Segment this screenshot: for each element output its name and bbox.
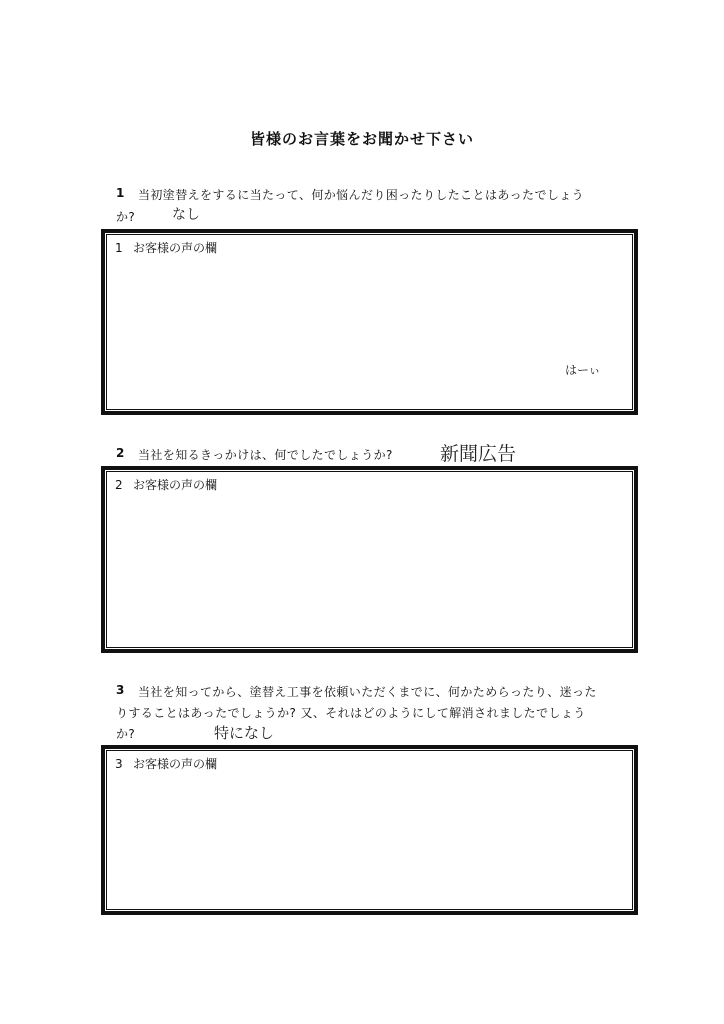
answer-box-1-number: 1 (115, 241, 123, 255)
answer-box-3-title: お客様の声の欄 (133, 757, 218, 771)
question-2-handwritten-answer: 新聞広告 (440, 443, 517, 465)
question-3-line-1: 当社を知ってから、塗替え工事を依頼いただくまでに、何かためらったり、迷った (138, 685, 597, 699)
question-3-number: 3 (116, 683, 125, 697)
answer-box-1-signature: はーぃ (565, 363, 601, 377)
question-3-handwritten-answer: 特になし (214, 724, 275, 742)
answer-box-1-label (115, 239, 217, 256)
answer-box-1-title: お客様の声の欄 (133, 241, 218, 255)
answer-box-2-number: 2 (115, 478, 123, 492)
answer-box-2-label (115, 476, 217, 493)
answer-box-3-number: 3 (115, 757, 123, 771)
question-1-number: 1 (116, 186, 125, 200)
question-1-line-2: か? (116, 210, 136, 224)
question-1-line-1: 当初塗替えをするに当たって、何か悩んだり困ったりしたことはあったでしょう (138, 188, 585, 202)
answer-box-3-label (115, 755, 217, 772)
question-1-handwritten-answer: なし (172, 207, 200, 223)
answer-box-2[interactable] (101, 466, 638, 653)
question-3-line-3: か? (116, 727, 136, 741)
page-title: 皆様のお言葉をお聞かせ下さい (249, 130, 474, 148)
question-3-line-2: りすることはあったでしょうか? 又、それはどのようにして解消されましたでしょう (116, 706, 586, 720)
answer-box-3[interactable] (101, 745, 638, 915)
question-2-number: 2 (116, 446, 125, 460)
answer-box-1[interactable] (101, 229, 638, 415)
answer-box-2-title: お客様の声の欄 (133, 478, 218, 492)
question-2-line-1: 当社を知るきっかけは、何でしたでしょうか? (138, 448, 393, 462)
